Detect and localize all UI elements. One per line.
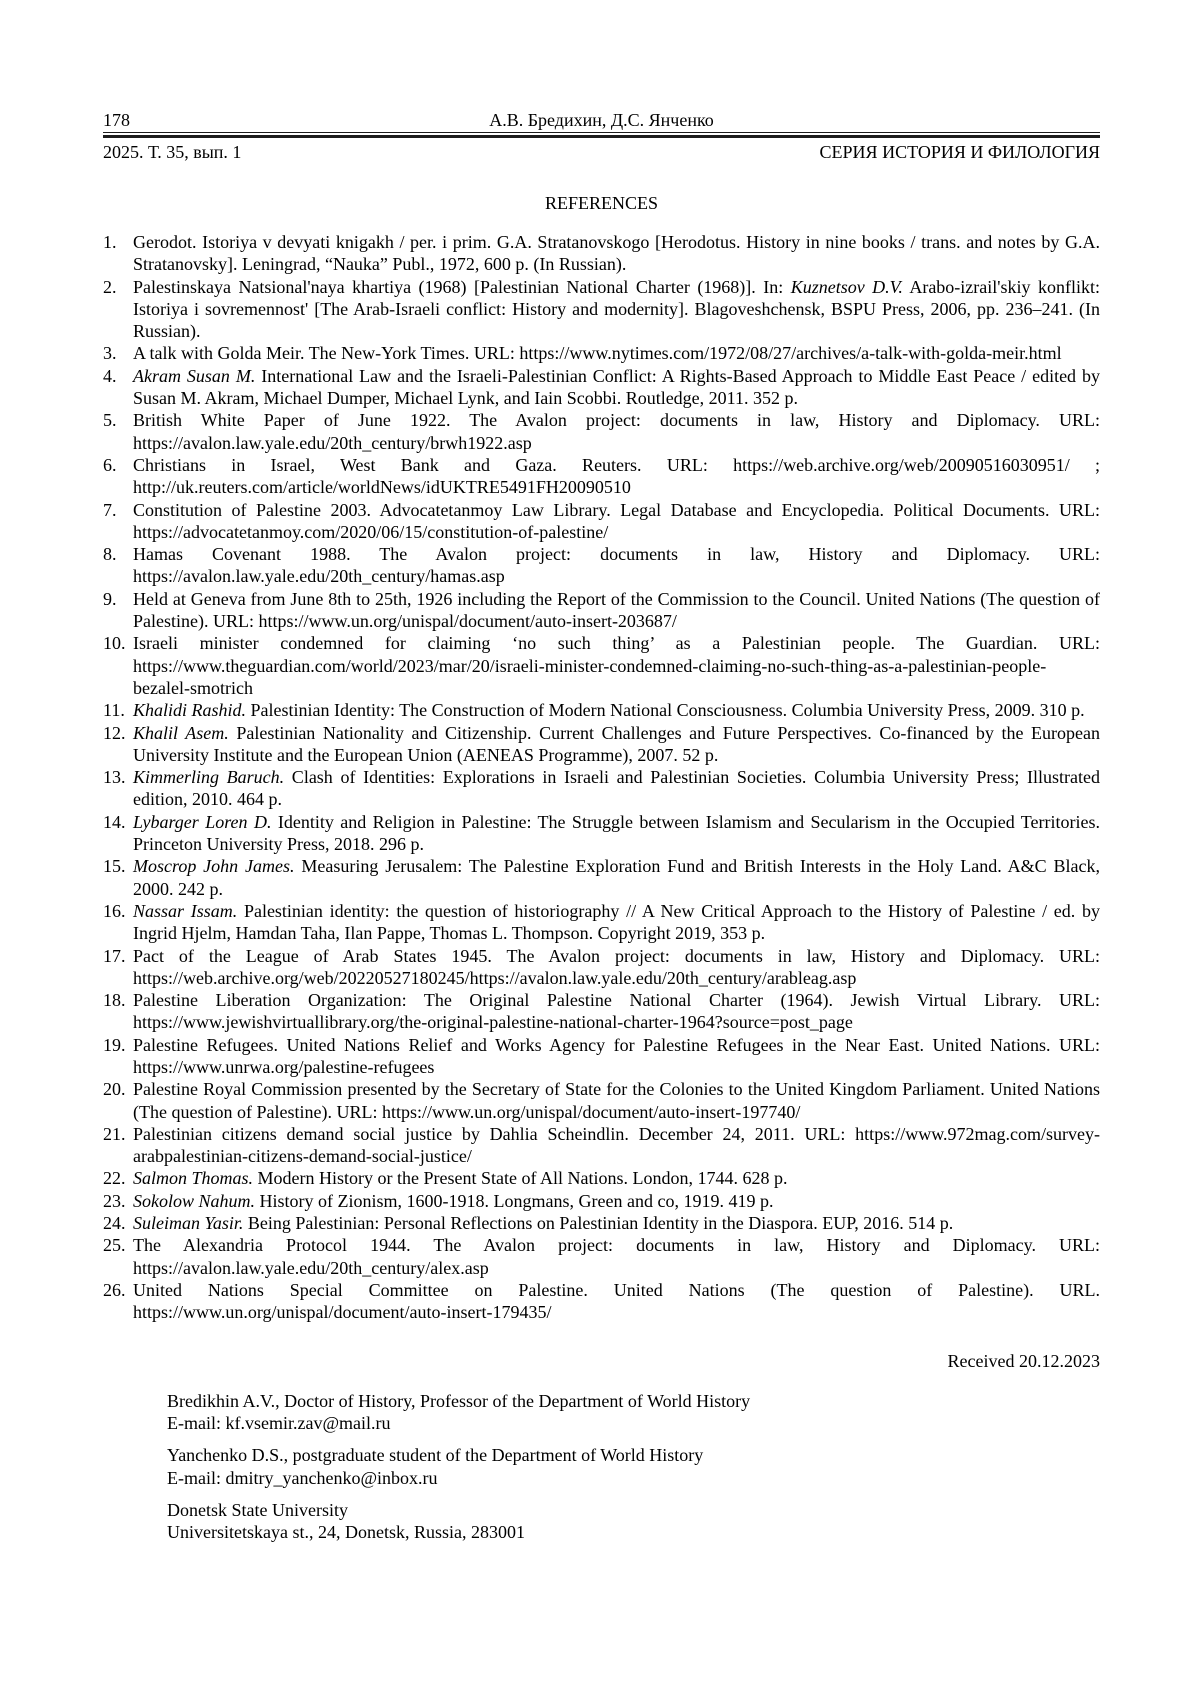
reference-author: Khalidi Rashid. <box>133 700 247 721</box>
reference-text: Clash of Identities: Explorations in Israeli and Palestinian Societies. Columbia University Press; Illustrated edition, 2010. 464 p. <box>133 767 1100 810</box>
reference-text: Palestinian identity: the question of historiography // A New Critical Approach to the History of Palestine / ed. by Ingrid Hjelm, Hamdan Taha, Ilan Pappe, Thomas L. Thompson. Copyright 2019, 353 p. <box>133 900 1100 944</box>
reference-number: 13. <box>103 767 126 788</box>
authors-info <box>103 1390 1100 1544</box>
reference-item <box>103 900 1100 945</box>
reference-text: Identity and Religion in Palestine: The Struggle between Islamism and Secularism in the Occupied Territories. Princeton University Press, 2018. 296 p. <box>133 811 1100 855</box>
reference-text: Being Palestinian: Personal Reflections on Palestinian Identity in the Diaspora. EUP, 2016. 514 p. <box>243 1213 954 1234</box>
reference-text: Palestine Royal Commission presented by the Secretary of State for the Colonies to the United Kingdom Parliament. United Nations (The question of Palestine). URL: https://www.un.org/unispal/document/auto-insert-197740/ <box>133 1079 1100 1122</box>
reference-number: 14. <box>103 811 126 832</box>
series-label: СЕРИЯ ИСТОРИЯ И ФИЛОЛОГИЯ <box>819 142 1100 162</box>
reference-item <box>103 722 1100 767</box>
reference-item <box>103 276 1100 343</box>
reference-text: Palestinskaya Natsional'naya khartiya (1968) [Palestinian National Charter (1968)]. In: <box>133 276 791 297</box>
issue-label: 2025. Т. 35, вып. 1 <box>103 142 242 162</box>
author-info-line: Yanchenko D.S., postgraduate student of the Department of World History <box>167 1445 704 1466</box>
reference-author: Nassar Issam. <box>133 900 238 921</box>
author-info-group <box>167 1499 1100 1544</box>
reference-item <box>103 231 1100 276</box>
reference-author: Suleiman Yasir. <box>133 1213 244 1234</box>
reference-item <box>103 699 1100 721</box>
reference-number: 1. <box>103 232 117 252</box>
reference-item <box>103 811 1100 856</box>
reference-number: 11. <box>103 700 125 721</box>
reference-number: 23. <box>103 1190 126 1211</box>
reference-text: Palestinian citizens demand social justice by Dahlia Scheindlin. December 24, 2011. URL: https://www.972mag.com/survey-arabpalestinian-citizens-demand-social-justice/ <box>133 1123 1100 1167</box>
reference-text: Hamas Covenant 1988. The Avalon project: documents in law, History and Diplomacy. URL: https://avalon.law.yale.edu/20th_century/hamas.asp <box>133 544 1100 587</box>
reference-author: Lybarger Loren D. <box>133 811 272 832</box>
reference-item <box>103 543 1100 588</box>
reference-item <box>103 1234 1100 1279</box>
reference-author: Kuznetsov D.V. <box>790 276 903 297</box>
reference-text: Held at Geneva from June 8th to 25th, 1926 including the Report of the Commission to the Council. United Nations (The question of Palestine). URL: https://www.un.org/unispal/document/auto-insert-203687/ <box>133 588 1100 632</box>
reference-item <box>103 342 1100 364</box>
reference-item <box>103 409 1100 454</box>
reference-item <box>103 989 1100 1034</box>
author-info-line: Universitetskaya st., 24, Donetsk, Russia, 283001 <box>167 1522 525 1543</box>
author-info-group <box>167 1390 1100 1435</box>
reference-text: Palestinian Nationality and Citizenship. Current Challenges and Future Perspectives. Co-financed by the European University Institute and the European Union (AENEAS Programme), 2007. 52 p. <box>133 722 1101 765</box>
reference-number: 19. <box>103 1034 126 1055</box>
reference-number: 22. <box>103 1168 126 1189</box>
reference-item <box>103 499 1100 544</box>
reference-author: Khalil Asem. <box>133 722 229 743</box>
reference-number: 15. <box>103 856 126 877</box>
reference-text: Pact of the League of Arab States 1945. The Avalon project: documents in law, History and Diplomacy. URL: https://web.archive.org/web/20220527180245/https://avalon.law.yale.edu/20th_century/arableag.asp <box>133 945 1100 988</box>
reference-text: Measuring Jerusalem: The Palestine Exploration Fund and British Interests in the Holy Land. A&C Black, 2000. 242 p. <box>133 856 1101 899</box>
reference-number: 8. <box>103 544 117 565</box>
reference-item <box>103 454 1100 499</box>
reference-number: 4. <box>103 365 117 386</box>
reference-number: 12. <box>103 722 126 743</box>
reference-number: 16. <box>103 900 126 921</box>
journal-line <box>103 143 1100 162</box>
reference-author: Kimmerling Baruch. <box>133 767 285 788</box>
reference-author: Salmon Thomas. <box>133 1168 254 1189</box>
reference-number: 17. <box>103 945 126 966</box>
section-title: REFERENCES <box>544 193 659 213</box>
reference-text: British White Paper of June 1922. The Avalon project: documents in law, History and Diplomacy. URL: https://avalon.law.yale.edu/20th_century/brwh1922.asp <box>133 410 1100 453</box>
reference-item <box>103 1123 1100 1168</box>
reference-item <box>103 855 1100 900</box>
reference-number: 2. <box>103 276 117 297</box>
references-list <box>103 231 1100 1324</box>
reference-item <box>103 588 1100 633</box>
reference-text: Constitution of Palestine 2003. Advocatetanmoy Law Library. Legal Database and Encyclopedia. Political Documents. URL: https://advocatetanmoy.com/2020/06/15/constitution-of-palestine/ <box>133 499 1100 542</box>
reference-text: International Law and the Israeli-Palestinian Conflict: A Rights-Based Approach to Middle East Peace / edited by Susan M. Akram, Michael Dumper, Michael Lynk, and Iain Scobbi. Routledge, 2011. 352 p. <box>133 365 1100 409</box>
reference-text: Arabo-izrail'skiy konflikt: Istoriya i sovremennost' [The Arab-Israeli conflict: History and modernity]. Blagoveshchensk, BSPU Press, 2006, pp. 236–241. (In Russian). <box>133 276 1100 342</box>
reference-text: The Alexandria Protocol 1944. The Avalon project: documents in law, History and Diplomacy. URL: https://avalon.law.yale.edu/20th_century/alex.asp <box>133 1235 1100 1278</box>
reference-text: History of Zionism, 1600-1918. Longmans, Green and co, 1919. 419 p. <box>255 1190 774 1211</box>
reference-number: 5. <box>103 410 117 431</box>
reference-text: Israeli minister condemned for claiming ‘no such thing’ as a Palestinian people. The Guardian. URL: https://www.theguardian.com/world/2023/mar/20/israeli-minister-condemned-claiming-no-such-thing-as-a-palestinian-people-bezalel-smotrich <box>133 633 1100 698</box>
reference-number: 25. <box>103 1235 126 1256</box>
author-info-line: Bredikhin A.V., Doctor of History, Professor of the Department of World History <box>167 1390 751 1411</box>
author-info-line: E-mail: dmitry_yanchenko@inbox.ru <box>167 1467 438 1488</box>
reference-item <box>103 1279 1100 1324</box>
reference-text: United Nations Special Committee on Palestine. United Nations (The question of Palestine). URL. https://www.un.org/unispal/document/auto-insert-179435/ <box>133 1279 1100 1323</box>
reference-number: 21. <box>103 1123 126 1144</box>
reference-author: Akram Susan M. <box>133 365 256 386</box>
reference-number: 6. <box>103 454 117 475</box>
reference-item <box>103 766 1100 811</box>
reference-author: Moscrop John James. <box>133 856 295 877</box>
author-info-group <box>167 1444 1100 1489</box>
reference-author: Sokolow Nahum. <box>133 1190 256 1211</box>
reference-text: Palestine Liberation Organization: The Original Palestine National Charter (1964). Jewish Virtual Library. URL: https://www.jewishvirtuallibrary.org/the-original-palestine-national-charter-1964?source=post_page <box>133 990 1100 1033</box>
page-number: 178 <box>103 110 130 130</box>
author-info-line: Donetsk State University <box>167 1500 348 1521</box>
reference-text: Gerodot. Istoriya v devyati knigakh / per. i prim. G.A. Stratanovskogo [Herodotus. History in nine books / trans. and notes by G.A. Stratanovsky]. Leningrad, “Nauka” Publ., 1972, 600 p. (In Russian). <box>133 232 1100 275</box>
reference-number: 20. <box>103 1079 126 1100</box>
page-header <box>103 110 1100 162</box>
running-authors: А.В. Бредихин, Д.С. Янченко <box>489 110 714 130</box>
reference-item <box>103 1212 1100 1234</box>
running-head <box>103 110 1100 130</box>
reference-text: Modern History or the Present State of All Nations. London, 1744. 628 p. <box>253 1168 788 1189</box>
reference-item <box>103 945 1100 990</box>
reference-text: Palestine Refugees. United Nations Relief and Works Agency for Palestine Refugees in the Near East. United Nations. URL: https://www.unrwa.org/palestine-refugees <box>133 1034 1100 1077</box>
reference-number: 26. <box>103 1279 126 1300</box>
received-date: Received 20.12.2023 <box>947 1350 1100 1371</box>
reference-item <box>103 1078 1100 1123</box>
reference-item <box>103 1190 1100 1212</box>
reference-number: 3. <box>103 343 117 364</box>
reference-number: 10. <box>103 633 126 654</box>
reference-number: 18. <box>103 990 126 1011</box>
reference-text: Christians in Israel, West Bank and Gaza. Reuters. URL: https://web.archive.org/web/20090516030951/ ; http://uk.reuters.com/article/worldNews/idUKTRE5491FH20090510 <box>133 454 1100 498</box>
reference-text: Palestinian Identity: The Construction of Modern National Consciousness. Columbia University Press, 2009. 310 p. <box>246 700 1085 721</box>
reference-number: 24. <box>103 1213 126 1234</box>
reference-text: A talk with Golda Meir. The New-York Times. URL: https://www.nytimes.com/1972/08/27/archives/a-talk-with-golda-meir.html <box>133 343 1062 364</box>
reference-item <box>103 1167 1100 1189</box>
author-info-line: E-mail: kf.vsemir.zav@mail.ru <box>167 1413 391 1434</box>
reference-item <box>103 365 1100 410</box>
reference-number: 7. <box>103 499 117 520</box>
reference-number: 9. <box>103 588 117 609</box>
reference-item <box>103 632 1100 699</box>
reference-item <box>103 1034 1100 1079</box>
header-rule <box>103 132 1100 138</box>
